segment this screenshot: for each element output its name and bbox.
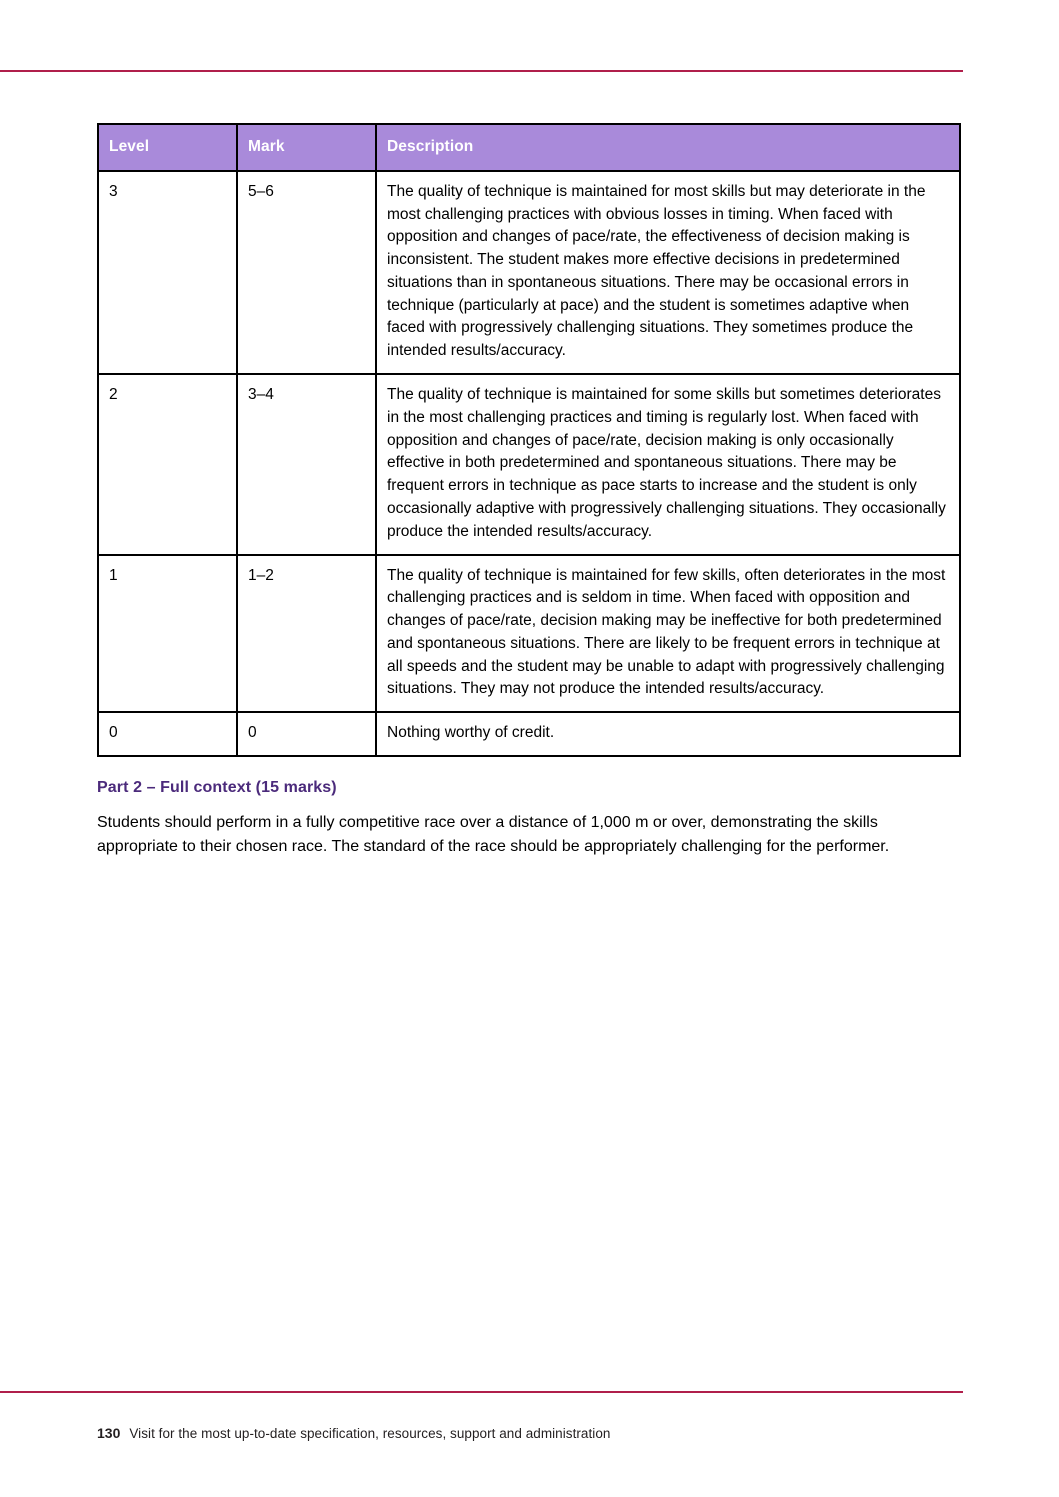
table-header-row <box>98 124 960 171</box>
footer-page-number: 130 <box>97 1425 121 1441</box>
cell-level: 0 <box>98 712 237 756</box>
cell-description: Nothing worthy of credit. <box>376 712 960 756</box>
table-row <box>98 712 960 756</box>
page-footer <box>97 1425 610 1441</box>
cell-level: 1 <box>98 555 237 713</box>
page-content <box>97 123 959 859</box>
cell-mark: 1–2 <box>237 555 376 713</box>
cell-level: 3 <box>98 171 237 374</box>
cell-mark: 3–4 <box>237 374 376 554</box>
mark-scheme-table <box>97 123 961 757</box>
section-heading: Part 2 – Full context (15 marks) <box>97 778 337 796</box>
cell-mark: 5–6 <box>237 171 376 374</box>
section-paragraph: Students should perform in a fully competitive race over a distance of 1,000 m or over, demonstrating the skills appropriate to their chosen race. The standard of the race should be appropriately challenging for the performer. <box>97 813 890 855</box>
cell-description: The quality of technique is maintained for most skills but may deteriorate in the most challenging practices with obvious losses in timing. When faced with opposition and changes of pace/rate, the effectiveness of decision making is inconsistent. The student makes more effective decisions in predetermined situations than in spontaneous situations. There may be occasional errors in technique (particularly at pace) and the student is sometimes adaptive when faced with progressively challenging situations. They sometimes produce the intended results/accuracy. <box>376 171 960 374</box>
cell-level: 2 <box>98 374 237 554</box>
header-rule <box>0 70 963 72</box>
cell-mark: 0 <box>237 712 376 756</box>
table-row <box>98 555 960 713</box>
table-row <box>98 374 960 554</box>
column-header-level: Level <box>98 124 237 171</box>
footer-rule <box>0 1391 963 1393</box>
column-header-mark: Mark <box>237 124 376 171</box>
cell-description: The quality of technique is maintained for some skills but sometimes deteriorates in the most challenging practices and timing is regularly lost. When faced with opposition and changes of pace/rate, decision making is only occasionally effective in both predetermined and spontaneous situations. There may be frequent errors in technique as pace starts to increase and the student is only occasionally adaptive with progressively challenging situations. They occasionally produce the intended results/accuracy. <box>376 374 960 554</box>
cell-description: The quality of technique is maintained for few skills, often deteriorates in the most challenging practices and is seldom in time. When faced with opposition and changes of pace/rate, decision making may be ineffective for both predetermined and spontaneous situations. There are likely to be frequent errors in technique at all speeds and the student may be unable to adapt with progressively challenging situations. They may not produce the intended results/accuracy. <box>376 555 960 713</box>
footer-note: Visit for the most up-to-date specification, resources, support and administration <box>129 1426 611 1441</box>
table-row <box>98 171 960 374</box>
column-header-description: Description <box>376 124 960 171</box>
